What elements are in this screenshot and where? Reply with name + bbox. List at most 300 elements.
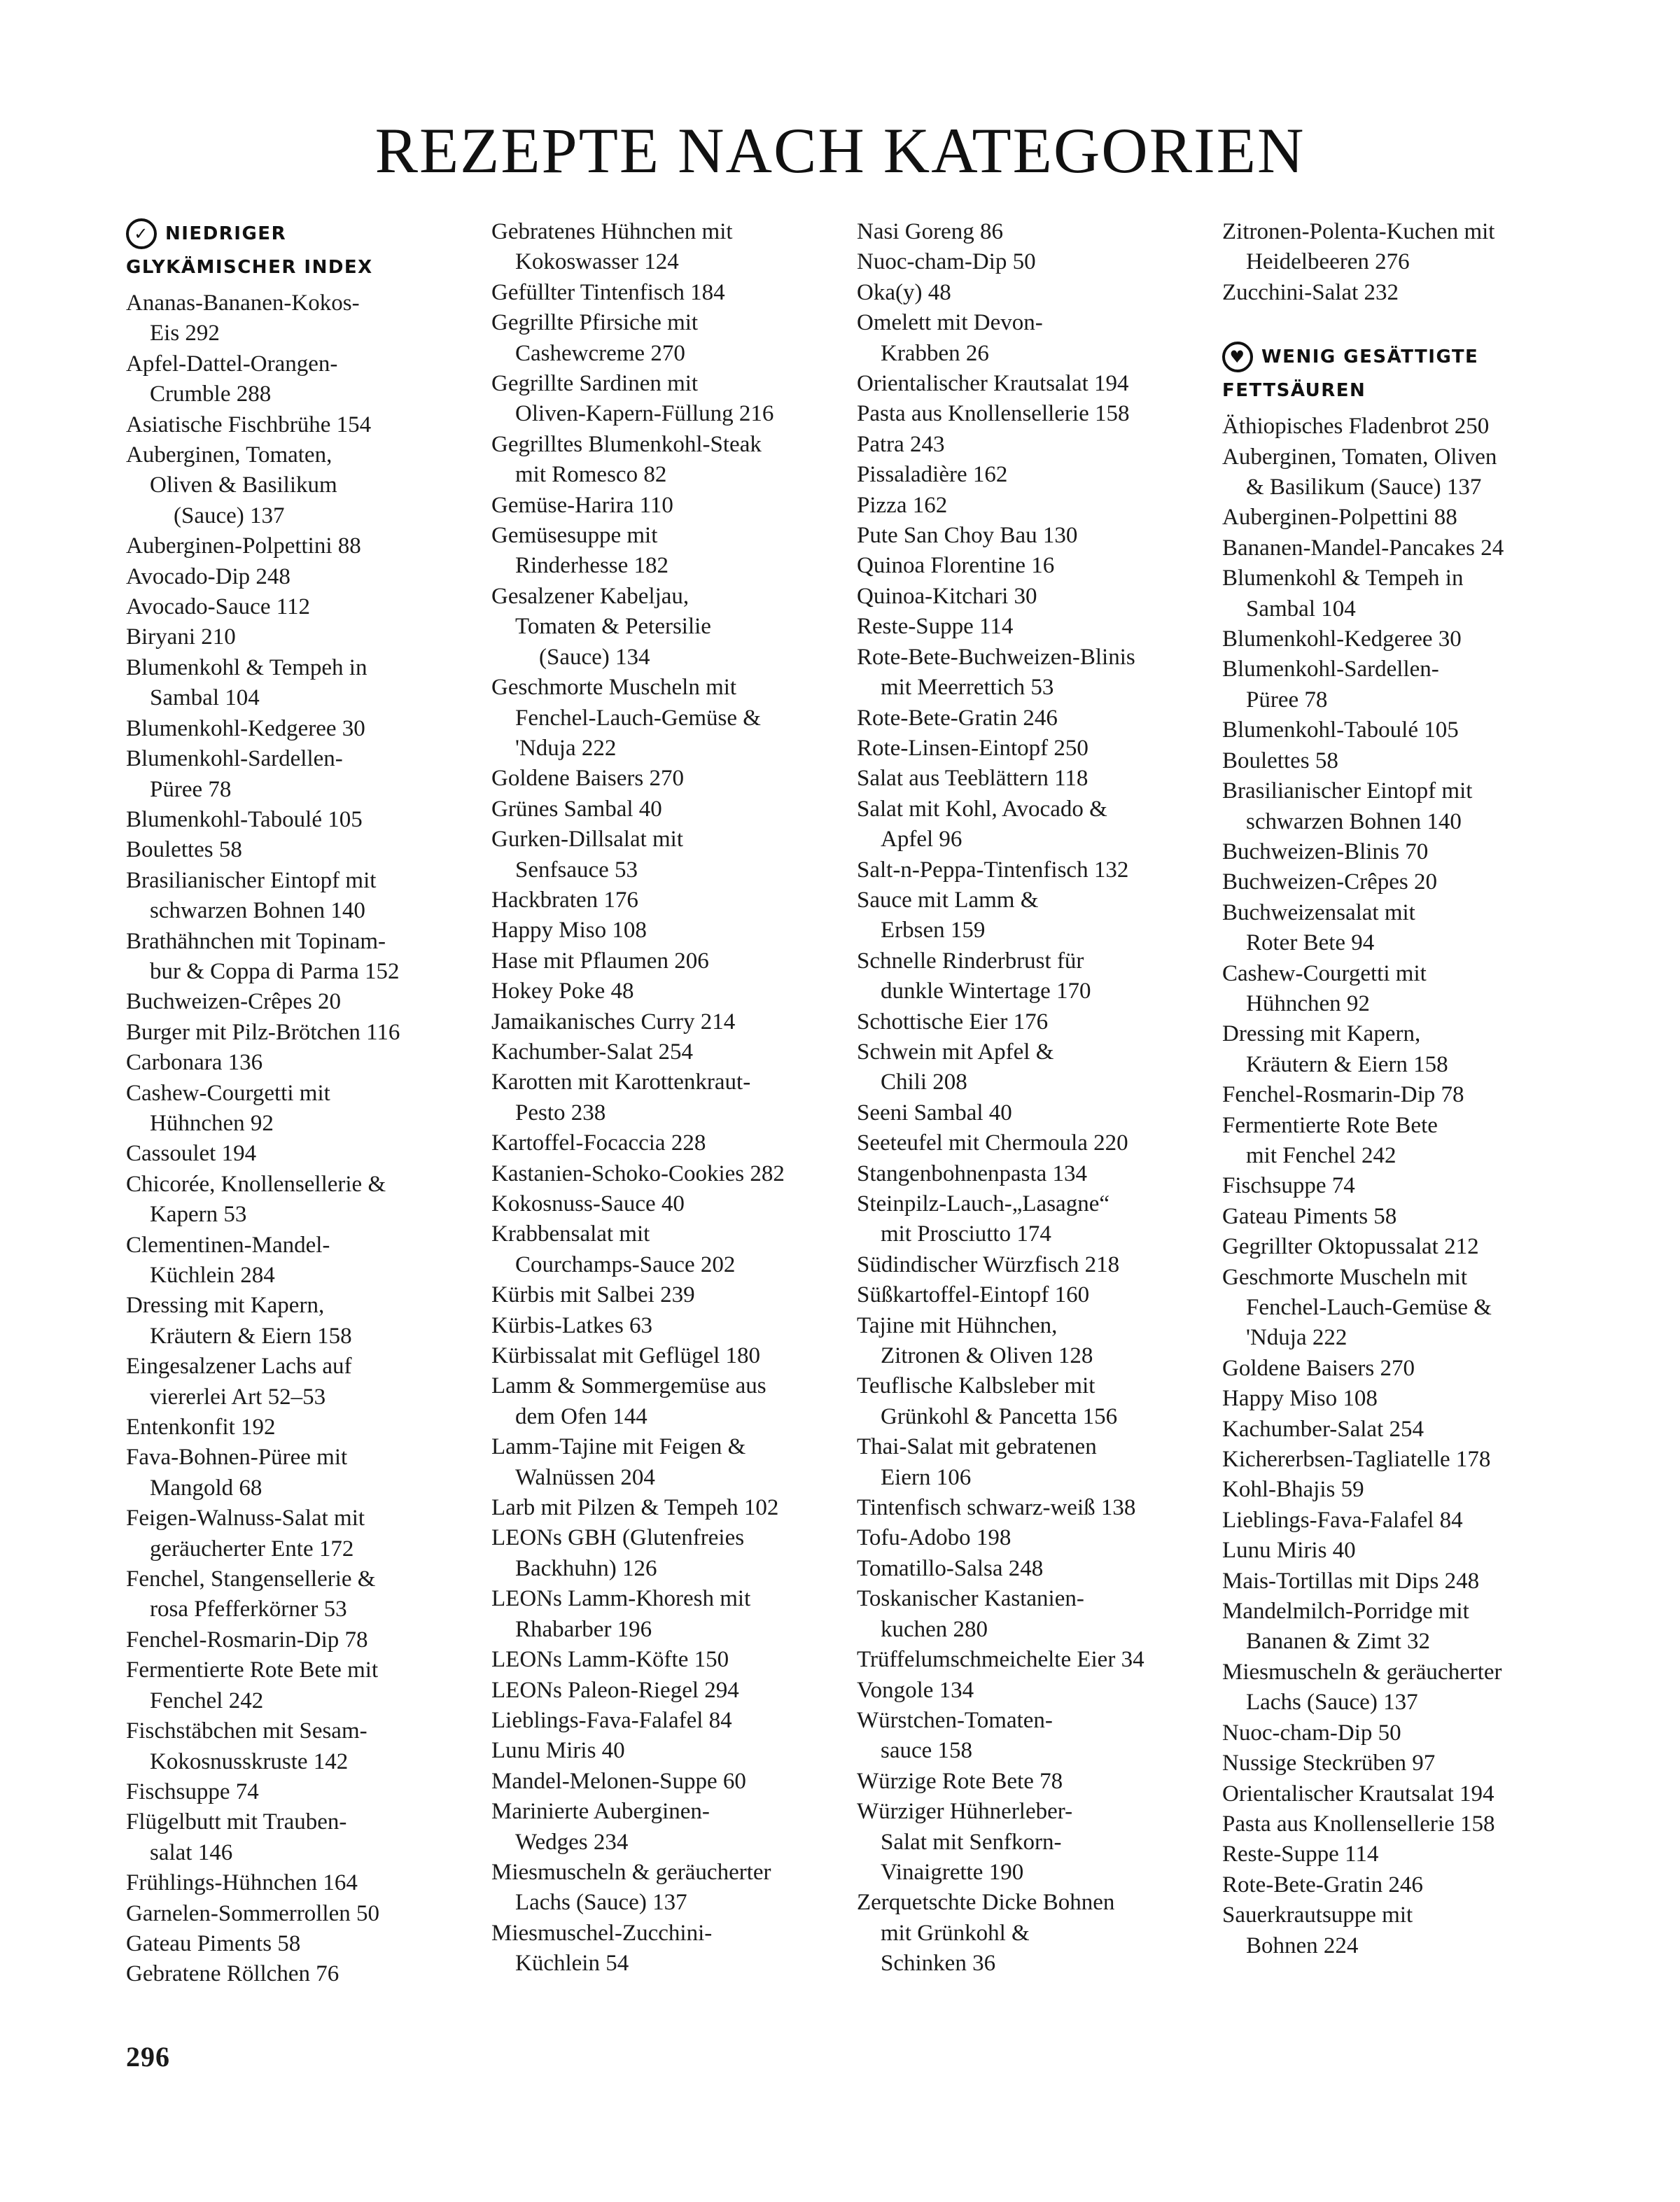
index-entry-line: Sambal 104: [1246, 596, 1356, 622]
index-entry: [857, 1250, 1207, 1280]
index-entry: [1222, 1354, 1572, 1384]
index-entry-line: Blumenkohl-Taboulé 105: [1222, 717, 1459, 743]
index-entry: [491, 1219, 841, 1280]
index-entry-line: Gebratene Röllchen 76: [126, 1961, 340, 1987]
index-entry-line: Garnelen-Sommerrollen 50: [126, 1900, 379, 1926]
index-entry: [491, 1007, 841, 1037]
index-entry-line: Rhabarber 196: [515, 1616, 652, 1642]
index-entry: [857, 946, 1207, 1007]
index-entry-line: Fermentierte Rote Bete: [1222, 1112, 1438, 1138]
index-entry: [1222, 1566, 1572, 1597]
index-entry: [126, 805, 476, 835]
index-entry-line: Walnüssen 204: [515, 1464, 655, 1490]
index-entry-line: Fischsuppe 74: [126, 1779, 259, 1804]
index-entry-line: Rote-Bete-Gratin 246: [1222, 1872, 1423, 1898]
index-entry: [857, 399, 1207, 429]
index-entry-line: Blumenkohl-Taboulé 105: [126, 806, 363, 832]
index-entry-line: Gegrillte Sardinen mit: [491, 371, 699, 397]
index-entry-line: Krabben 26: [881, 340, 989, 366]
index-entry-line: Quinoa Florentine 16: [857, 553, 1055, 579]
index-entry-line: Boulettes 58: [126, 837, 242, 863]
index-entry-line: Bohnen 224: [1246, 1933, 1359, 1958]
page-title: REZEPTE NACH KATEGORIEN: [374, 115, 1306, 186]
index-entry-line: Salat mit Senfkorn-: [881, 1829, 1062, 1855]
index-entry: [491, 278, 841, 308]
section-heading: [1222, 340, 1572, 407]
index-entry-line: Fenchel-Rosmarin-Dip 78: [1222, 1082, 1464, 1108]
index-entry-line: Seeni Sambal 40: [857, 1100, 1012, 1125]
index-entry: [491, 1311, 841, 1341]
index-entry-line: dunkle Wintertage 170: [881, 979, 1091, 1004]
index-entry-line: Buchweizensalat mit: [1222, 899, 1415, 925]
index-entry: [126, 592, 476, 622]
index-entry: [126, 440, 476, 531]
index-entry-line: Apfel 96: [881, 827, 962, 853]
index-entry-line: bur & Coppa di Parma 152: [150, 958, 400, 984]
index-entry: [491, 1341, 841, 1371]
index-entry-line: Goldene Baisers 270: [1222, 1355, 1415, 1381]
index-entry-line: Oka(y) 48: [857, 279, 951, 305]
index-entry: [126, 1503, 476, 1564]
index-entry: [491, 217, 841, 278]
index-entry: [491, 764, 841, 794]
index-entry: [857, 1311, 1207, 1372]
index-entry-line: Rote-Linsen-Eintopf 250: [857, 735, 1088, 761]
index-entry-line: Hühnchen 92: [1246, 990, 1370, 1016]
index-entry-line: (Sauce) 134: [539, 644, 650, 670]
index-entry-line: Erbsen 159: [881, 918, 986, 944]
index-entry-line: Biryani 210: [126, 624, 236, 650]
index-entry-line: Äthiopisches Fladenbrot 250: [1222, 414, 1490, 440]
index-entry-line: kuchen 280: [881, 1616, 988, 1642]
section-heading-line: NIEDRIGER: [165, 223, 287, 244]
index-entry: [491, 673, 841, 764]
index-column-2: [491, 217, 841, 1979]
index-entry: [857, 1767, 1207, 1797]
index-entry-line: Pissaladière 162: [857, 462, 1008, 488]
index-entry-line: Kichererbsen-Tagliatelle 178: [1222, 1447, 1491, 1473]
index-entry-line: Quinoa-Kitchari 30: [857, 583, 1037, 609]
index-entry-line: Fischsuppe 74: [1222, 1173, 1355, 1199]
index-entry-line: Oliven-Kapern-Füllung 216: [515, 401, 774, 427]
index-entry: [491, 491, 841, 521]
index-entry-line: Geschmorte Muscheln mit: [1222, 1264, 1468, 1290]
index-entry-line: Toskanischer Kastanien-: [857, 1586, 1084, 1612]
index-entry: [1222, 1597, 1572, 1657]
index-entry-line: Cashew-Courgetti mit: [126, 1080, 330, 1106]
index-entry-line: Asiatische Fischbrühe 154: [126, 412, 372, 437]
index-entry-line: Gateau Piments 58: [126, 1930, 301, 1956]
index-entry-line: Hase mit Pflaumen 206: [491, 948, 709, 974]
index-entry-line: Kürbissalat mit Geflügel 180: [491, 1343, 761, 1369]
index-entry: [1222, 837, 1572, 867]
index-entry: [1222, 503, 1572, 533]
index-entry: [491, 1584, 841, 1645]
index-entry: [491, 1797, 841, 1858]
index-entry: [126, 1777, 476, 1807]
index-entry-line: Cassoulet 194: [126, 1141, 257, 1167]
index-entry-line: schwarzen Bohnen 140: [1246, 808, 1462, 834]
index-entry: [1222, 1870, 1572, 1900]
index-entry-line: Lieblings-Fava-Falafel 84: [1222, 1507, 1463, 1533]
index-entry-line: Fischstäbchen mit Sesam-: [126, 1718, 368, 1744]
index-entry-line: Dressing mit Kapern,: [126, 1293, 325, 1319]
index-entry-line: Gesalzener Kabeljau,: [491, 583, 690, 609]
index-entry: [857, 491, 1207, 521]
index-entry-line: Würstchen-Tomaten-: [857, 1707, 1053, 1733]
index-entry: [1222, 715, 1572, 745]
index-entry-line: Crumble 288: [150, 381, 272, 407]
index-entry-line: Ananas-Bananen-Kokos-: [126, 290, 360, 316]
index-entry-line: Kokosnusskruste 142: [150, 1748, 349, 1774]
index-entry-line: Roter Bete 94: [1246, 930, 1375, 956]
index-entry-line: Goldene Baisers 270: [491, 766, 684, 792]
index-entry: [857, 369, 1207, 399]
index-entry: [1222, 1536, 1572, 1566]
index-entry: [1222, 1202, 1572, 1232]
index-entry: [857, 521, 1207, 551]
index-entry-line: Buchweizen-Crêpes 20: [126, 989, 341, 1015]
index-entry-line: Gebratenes Hühnchen mit: [491, 219, 733, 244]
index-entry-line: Zitronen & Oliven 128: [881, 1343, 1093, 1369]
index-entry-line: Carbonara 136: [126, 1050, 263, 1076]
index-entry: [857, 612, 1207, 642]
index-entry-line: Fermentierte Rote Bete mit: [126, 1657, 379, 1683]
index-entry-line: Patra 243: [857, 431, 945, 457]
index-entry-line: Gegrillte Pfirsiche mit: [491, 310, 699, 336]
index-entry-line: Happy Miso 108: [1222, 1386, 1378, 1412]
index-entry-line: Auberginen-Polpettini 88: [126, 533, 361, 559]
index-entry: [126, 866, 476, 927]
index-entry-line: Kokoswasser 124: [515, 249, 679, 275]
index-entry-line: Vinaigrette 190: [881, 1859, 1024, 1885]
index-entry-line: Nussige Steckrüben 97: [1222, 1751, 1436, 1776]
index-entry: [857, 1432, 1207, 1493]
index-entry-line: 'Nduja 222: [1246, 1325, 1348, 1351]
index-entry-line: Vongole 134: [857, 1677, 974, 1703]
index-entry-line: Larb mit Pilzen & Tempeh 102: [491, 1495, 779, 1521]
index-entry: [1222, 1019, 1572, 1080]
index-entry: [1222, 959, 1572, 1020]
index-entry-line: Schottische Eier 176: [857, 1009, 1049, 1035]
index-entry: [126, 1412, 476, 1443]
index-entry-line: Pute San Choy Bau 130: [857, 523, 1078, 549]
index-entry-line: Kachumber-Salat 254: [1222, 1416, 1424, 1442]
index-entry: [126, 1291, 476, 1352]
index-entry: [491, 582, 841, 673]
index-entry-line: Blumenkohl & Tempeh in: [1222, 566, 1464, 591]
index-entry-line: Buchweizen-Blinis 70: [1222, 839, 1429, 864]
index-entry: [491, 1919, 841, 1979]
index-entry: [491, 794, 841, 825]
index-entry-line: Tofu-Adobo 198: [857, 1525, 1011, 1551]
index-entry-line: Mandelmilch-Porridge mit: [1222, 1599, 1469, 1625]
index-entry-line: mit Romesco 82: [515, 462, 667, 488]
index-entry-line: Kürbis mit Salbei 239: [491, 1282, 695, 1308]
index-entry: [126, 1564, 476, 1625]
index-entry: [126, 1807, 476, 1868]
index-entry: [857, 1584, 1207, 1645]
index-entry-line: Burger mit Pilz-Brötchen 116: [126, 1019, 400, 1045]
index-entry: [126, 1868, 476, 1898]
index-entry: [491, 1371, 841, 1432]
index-entry: [491, 1523, 841, 1584]
index-entry: [1222, 1263, 1572, 1354]
index-entry-line: Mandel-Melonen-Suppe 60: [491, 1768, 746, 1794]
index-entry: [1222, 1779, 1572, 1809]
index-entry: [126, 531, 476, 561]
index-entry-line: Pizza 162: [857, 492, 948, 518]
index-entry: [1222, 1748, 1572, 1779]
index-entry-line: Mais-Tortillas mit Dips 248: [1222, 1568, 1480, 1594]
index-entry-line: mit Prosciutto 174: [881, 1221, 1051, 1247]
index-entry-line: Gateau Piments 58: [1222, 1203, 1397, 1229]
index-entry-line: Kräutern & Eiern 158: [1246, 1051, 1448, 1077]
index-entry: [1222, 1232, 1572, 1262]
index-entry-line: Flügelbutt mit Trauben-: [126, 1809, 347, 1835]
index-entry: [126, 288, 476, 349]
index-entry-line: salat 146: [150, 1839, 233, 1865]
index-entry: [1222, 1415, 1572, 1445]
index-entry: [491, 946, 841, 976]
index-entry-line: Chili 208: [881, 1070, 967, 1095]
index-entry-line: Gemüsesuppe mit: [491, 523, 658, 549]
index-entry-line: Salt-n-Peppa-Tintenfisch 132: [857, 857, 1129, 883]
index-entry: [1222, 412, 1572, 442]
index-entry: [857, 1645, 1207, 1675]
index-entry: [1222, 1718, 1572, 1748]
index-entry-line: Schwein mit Apfel &: [857, 1039, 1054, 1065]
index-entry: [857, 1128, 1207, 1158]
index-entry: [491, 1037, 841, 1067]
index-entry-line: Dressing mit Kapern,: [1222, 1021, 1421, 1047]
index-entry-line: Sambal 104: [150, 685, 260, 711]
index-entry: [857, 764, 1207, 794]
index-entry-line: Schinken 36: [881, 1951, 996, 1977]
index-entry-line: Zucchini-Salat 232: [1222, 279, 1399, 305]
index-entry-line: Eingesalzener Lachs auf: [126, 1354, 352, 1380]
index-entry: [857, 460, 1207, 490]
index-entry-line: Kräutern & Eiern 158: [150, 1323, 352, 1349]
index-entry-line: Happy Miso 108: [491, 918, 647, 944]
index-entry-line: Kürbis-Latkes 63: [491, 1312, 653, 1338]
index-entry-line: Seeteufel mit Chermoula 220: [857, 1130, 1128, 1156]
index-entry: [126, 1443, 476, 1503]
index-entry-line: Trüffelumschmeichelte Eier 34: [857, 1647, 1144, 1673]
index-entry-line: Boulettes 58: [1222, 748, 1338, 773]
index-entry-line: Brasilianischer Eintopf mit: [126, 867, 377, 893]
index-entry: [857, 1493, 1207, 1523]
index-entry: [857, 1676, 1207, 1706]
index-entry-line: 'Nduja 222: [515, 735, 617, 761]
index-entry-line: Reste-Suppe 114: [857, 614, 1014, 640]
index-entry-line: Chicorée, Knollensellerie &: [126, 1171, 386, 1197]
index-entry: [857, 430, 1207, 460]
index-entry: [491, 369, 841, 430]
index-entry-line: Rote-Bete-Gratin 246: [857, 705, 1058, 731]
index-entry: [857, 1280, 1207, 1310]
index-entry: [857, 582, 1207, 612]
index-entry-line: Geschmorte Muscheln mit: [491, 675, 737, 701]
index-entry-line: Miesmuscheln & geräucherter: [1222, 1659, 1502, 1685]
index-entry: [491, 308, 841, 369]
index-entry: [491, 521, 841, 582]
index-entry-line: dem Ofen 144: [515, 1403, 648, 1429]
index-entry: [491, 1736, 841, 1766]
index-entry: [1222, 563, 1572, 624]
index-entry: [857, 1371, 1207, 1432]
check-icon: ✓: [126, 218, 157, 249]
index-entry: [1222, 217, 1572, 278]
index-entry-line: Lachs (Sauce) 137: [515, 1890, 687, 1916]
index-entry: [491, 916, 841, 946]
index-entry-line: Blumenkohl-Sardellen-: [1222, 657, 1439, 682]
index-entry-line: Lachs (Sauce) 137: [1246, 1690, 1418, 1716]
index-entry: [126, 1716, 476, 1777]
index-entry: [491, 1645, 841, 1675]
index-entry-line: Gefüllter Tintenfisch 184: [491, 279, 725, 305]
index-entry-line: Buchweizen-Crêpes 20: [1222, 869, 1437, 895]
index-entry-line: Feigen-Walnuss-Salat mit: [126, 1506, 365, 1531]
index-entry-line: Sauce mit Lamm &: [857, 887, 1039, 913]
index-entry: [1222, 624, 1572, 654]
index-entry: [1222, 1475, 1572, 1505]
section-heading-line: GLYKÄMISCHER INDEX: [126, 257, 373, 278]
index-entry-line: Fenchel 242: [150, 1688, 264, 1713]
index-entry: [126, 1899, 476, 1929]
index-entry-line: Bananen-Mandel-Pancakes 24: [1222, 535, 1504, 561]
index-entry: [491, 1493, 841, 1523]
index-entry-line: & Basilikum (Sauce) 137: [1246, 475, 1482, 500]
index-entry: [1222, 654, 1572, 715]
index-entry: [1222, 1506, 1572, 1536]
index-entry-line: Krabbensalat mit: [491, 1221, 650, 1247]
index-entry: [857, 855, 1207, 885]
index-entry-line: Nasi Goreng 86: [857, 219, 1003, 244]
index-entry-line: Omelett mit Devon-: [857, 310, 1043, 336]
index-column-4: [1222, 217, 1572, 1961]
index-entry: [1222, 1080, 1572, 1110]
heart-icon: ♥: [1222, 342, 1253, 372]
index-entry: [491, 976, 841, 1007]
index-entry: [491, 430, 841, 491]
index-entry-line: Orientalischer Krautsalat 194: [1222, 1781, 1494, 1807]
index-entry: [857, 1523, 1207, 1553]
index-entry-line: Brasilianischer Eintopf mit: [1222, 778, 1473, 804]
index-entry-line: Fenchel-Lauch-Gemüse &: [1246, 1295, 1492, 1320]
index-entry-line: Lunu Miris 40: [491, 1738, 625, 1764]
index-entry-line: Püree 78: [1246, 687, 1328, 713]
index-entry-line: Steinpilz-Lauch-„Lasagne“: [857, 1191, 1110, 1216]
index-entry-line: Rote-Bete-Buchweizen-Blinis: [857, 644, 1135, 670]
index-entry-line: Südindischer Würzfisch 218: [857, 1251, 1120, 1277]
index-entry-line: Oliven & Basilikum: [150, 472, 337, 498]
index-entry-line: (Sauce) 137: [174, 503, 285, 528]
index-entry: [491, 1432, 841, 1493]
index-entry: [857, 643, 1207, 703]
index-entry: [126, 1079, 476, 1139]
index-entry-line: Lamm-Tajine mit Feigen &: [491, 1434, 746, 1460]
index-entry-line: Nuoc-cham-Dip 50: [1222, 1720, 1401, 1746]
index-entry: [126, 714, 476, 744]
index-entry: [857, 247, 1207, 277]
index-entry: [857, 1007, 1207, 1037]
index-entry: [491, 885, 841, 916]
section-heading-line: WENIG GESÄTTIGTE: [1261, 346, 1479, 368]
index-entry-line: Miesmuschel-Zucchini-: [491, 1920, 713, 1946]
index-entry: [857, 1888, 1207, 1979]
section-heading-line: FETTSÄUREN: [1222, 380, 1366, 402]
index-entry: [857, 1037, 1207, 1098]
index-entry-line: Eis 292: [150, 321, 220, 346]
index-entry: [857, 1189, 1207, 1250]
index-entry-line: Kastanien-Schoko-Cookies 282: [491, 1160, 785, 1186]
index-entry-line: LEONs Lamm-Köfte 150: [491, 1647, 729, 1673]
index-entry: [1222, 1839, 1572, 1870]
index-entry-line: Avocado-Sauce 112: [126, 594, 310, 620]
index-entry-line: LEONs Paleon-Riegel 294: [491, 1677, 739, 1703]
index-entry: [1222, 776, 1572, 837]
index-entry-line: Blumenkohl & Tempeh in: [126, 654, 368, 680]
index-entry-line: Salat mit Kohl, Avocado &: [857, 796, 1107, 822]
index-entry-line: Auberginen, Tomaten,: [126, 442, 332, 468]
index-entry: [126, 835, 476, 865]
index-entry-line: Reste-Suppe 114: [1222, 1842, 1379, 1867]
index-entry-line: LEONs GBH (Glutenfreies: [491, 1525, 745, 1551]
index-entry: [491, 1280, 841, 1310]
index-entry-line: Heidelbeeren 276: [1246, 249, 1410, 275]
index-entry: [857, 734, 1207, 764]
index-entry-line: Fenchel-Lauch-Gemüse &: [515, 705, 761, 731]
index-entry: [126, 349, 476, 410]
index-entry-line: Miesmuscheln & geräucherter: [491, 1859, 771, 1885]
index-entry-line: Fenchel-Rosmarin-Dip 78: [126, 1627, 368, 1653]
index-entry: [126, 1352, 476, 1412]
index-entry-line: Blumenkohl-Sardellen-: [126, 746, 343, 772]
index-entry: [126, 1959, 476, 1989]
index-entry: [126, 562, 476, 592]
index-entry-line: rosa Pfefferkörner 53: [150, 1597, 347, 1622]
index-entry-line: Küchlein 54: [515, 1951, 629, 1977]
index-entry-line: Lamm & Sommergemüse aus: [491, 1373, 766, 1399]
index-entry-line: mit Grünkohl &: [881, 1920, 1030, 1946]
page-number: 296: [126, 2041, 170, 2073]
index-entry-line: viererlei Art 52–53: [150, 1384, 326, 1410]
index-entry: [857, 217, 1207, 247]
index-entry-line: Süßkartoffel-Eintopf 160: [857, 1282, 1090, 1308]
index-entry-line: Orientalischer Krautsalat 194: [857, 371, 1129, 397]
index-entry: [857, 794, 1207, 855]
index-entry-line: Blumenkohl-Kedgeree 30: [126, 715, 365, 741]
index-entry: [491, 1128, 841, 1158]
index-entry-line: Backhuhn) 126: [515, 1555, 657, 1581]
index-entry-line: Salat aus Teeblättern 118: [857, 766, 1088, 792]
index-entry-line: Bananen & Zimt 32: [1246, 1629, 1431, 1655]
index-entry: [1222, 442, 1572, 503]
index-entry: [491, 1858, 841, 1919]
index-entry-line: Entenkonfit 192: [126, 1415, 276, 1440]
index-entry: [126, 653, 476, 714]
index-entry-line: Auberginen-Polpettini 88: [1222, 505, 1457, 531]
index-entry-line: Cashewcreme 270: [515, 340, 685, 366]
index-entry: [1222, 1111, 1572, 1172]
index-entry-line: mit Fenchel 242: [1246, 1142, 1396, 1168]
index-entry: [126, 1170, 476, 1230]
index-entry: [1222, 1657, 1572, 1718]
index-entry-line: Püree 78: [150, 776, 232, 802]
index-entry-line: Lieblings-Fava-Falafel 84: [491, 1707, 732, 1733]
index-entry-line: Teuflische Kalbsleber mit: [857, 1373, 1096, 1399]
